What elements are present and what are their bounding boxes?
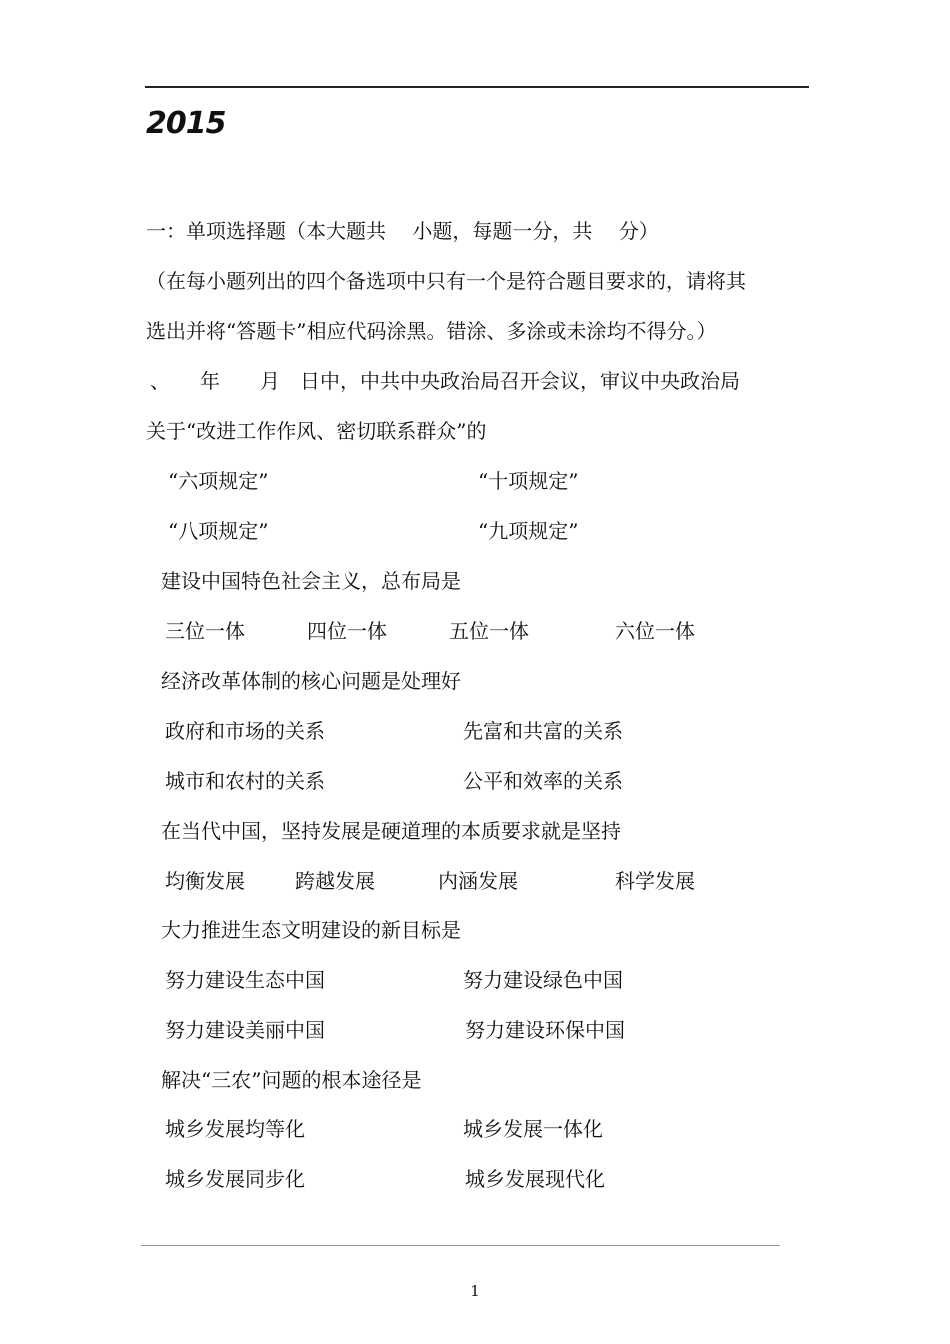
question-4-option-c: 内涵发展 [438, 869, 518, 893]
question-5-option-d: 努力建设环保中国 [465, 1018, 625, 1042]
question-5-option-c: 努力建设美丽中国 [165, 1018, 325, 1042]
question-2-option-b: 四位一体 [307, 619, 387, 643]
question-3-option-d: 公平和效率的关系 [463, 769, 623, 793]
question-6-option-c: 城乡发展同步化 [165, 1167, 305, 1191]
question-1-stem-cont: 关于“改进工作作风、密切联系群众”的 [146, 419, 487, 443]
question-6-option-b: 城乡发展一体化 [463, 1117, 603, 1141]
question-5-option-a: 努力建设生态中国 [165, 968, 325, 992]
question-3-option-c: 城市和农村的关系 [165, 769, 325, 793]
question-1-stem: 、 年 月 日中，中共中央政治局召开会议，审议中央政治局 [150, 369, 740, 393]
question-5-option-b: 努力建设绿色中国 [463, 968, 623, 992]
question-1-option-b: “十项规定” [478, 469, 579, 493]
question-6-option-a: 城乡发展均等化 [165, 1117, 305, 1141]
question-4-option-b: 跨越发展 [295, 869, 375, 893]
question-2-option-a: 三位一体 [165, 619, 245, 643]
question-1-option-d: “九项规定” [478, 519, 579, 543]
question-5-stem: 大力推进生态文明建设的新目标是 [161, 918, 461, 942]
question-3-stem: 经济改革体制的核心问题是处理好 [161, 669, 461, 693]
question-4-stem: 在当代中国，坚持发展是硬道理的本质要求就是坚持 [161, 819, 621, 843]
question-1-option-a: “六项规定” [168, 469, 269, 493]
question-1-option-c: “八项规定” [168, 519, 269, 543]
question-4-option-a: 均衡发展 [165, 869, 245, 893]
section-header: 一：单项选择题（本大题共 小题，每题一分，共 分） [146, 219, 659, 243]
header-rule [145, 86, 809, 88]
question-2-option-d: 六位一体 [615, 619, 695, 643]
question-3-option-a: 政府和市场的关系 [165, 719, 325, 743]
question-6-stem: 解决“三农”问题的根本途径是 [161, 1068, 422, 1092]
instructions-line-2: 选出并将“答题卡”相应代码涂黑。错涂、多涂或未涂均不得分。） [146, 319, 717, 343]
question-6-option-d: 城乡发展现代化 [465, 1167, 605, 1191]
question-3-option-b: 先富和共富的关系 [463, 719, 623, 743]
instructions-line-1: （在每小题列出的四个备选项中只有一个是符合题目要求的，请将其 [146, 269, 746, 293]
footer-rule [141, 1245, 780, 1246]
document-title: 2015 [146, 106, 226, 141]
question-2-stem: 建设中国特色社会主义，总布局是 [161, 569, 461, 593]
question-2-option-c: 五位一体 [449, 619, 529, 643]
question-4-option-d: 科学发展 [615, 869, 695, 893]
page-number: 1 [470, 1282, 480, 1300]
